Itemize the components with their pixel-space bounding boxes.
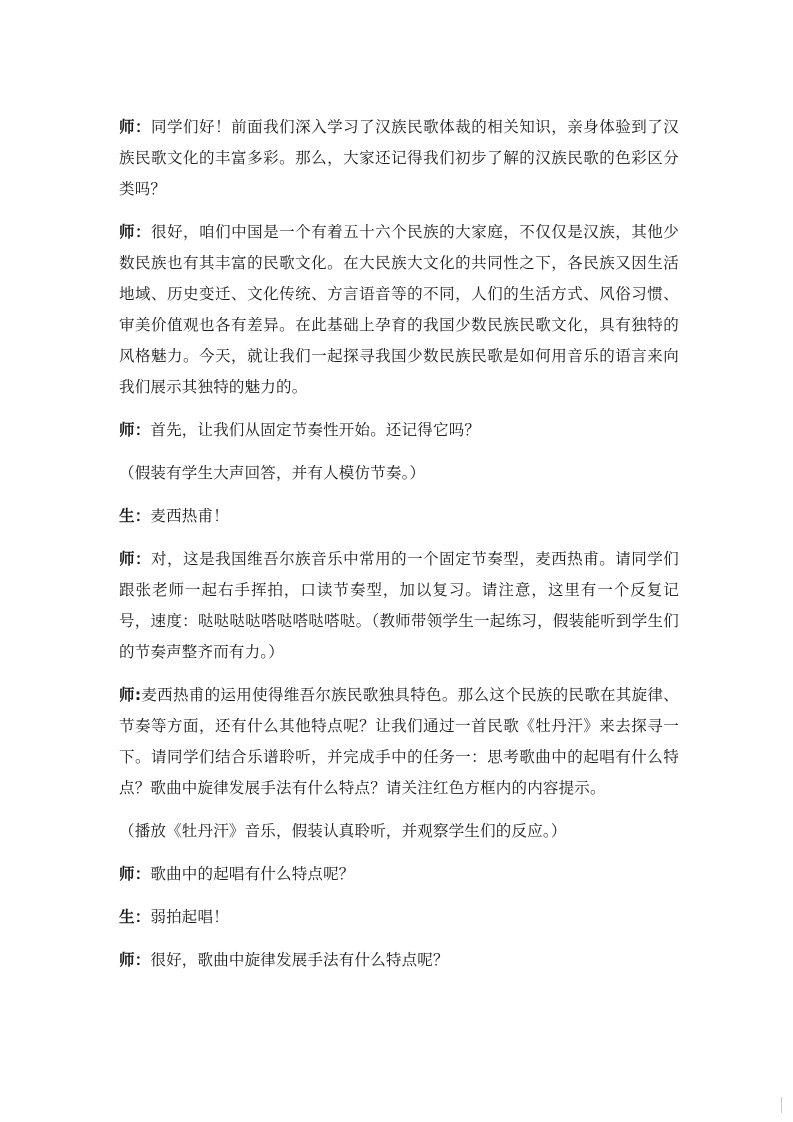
document-body [119,112,679,988]
dialogue-paragraph [119,415,679,446]
paragraph-text: 首先，让我们从固定节奏性开始。还记得它吗？ [150,421,481,439]
speaker-separator: ： [134,507,151,525]
paragraph-text: （播放《牡丹汗》音乐，假装认真聆听，并观察学生们的反应。） [119,822,567,840]
paragraph-text: 麦西热甫！ [150,507,229,525]
speaker-label: 师 [119,118,136,136]
dialogue-paragraph [119,902,679,933]
speaker-label: 师 [119,223,136,241]
speaker-separator: ： [135,550,152,568]
dialogue-paragraph [119,680,679,804]
paragraph-text: 很好，咱们中国是一个有着五十六个民族的大家庭，不仅仅是汉族，其他少数民族也有其丰富的民歌文化。在大民族大文化的共同性之下，各民族又因生活地域、历史变迁、文化传统、方言语音等的不同，人们的生活方式、风俗习惯、审美价值观也各有差异。在此基础上孕育的我国少数民族民歌文化，具有独特的风格魅力。今天，就让我们一起探寻我国少数民族民歌是如何用音乐的语言来向我们展示其独特的魅力的。 [119,223,680,396]
speaker-label: 生 [119,507,135,525]
paragraph-text: 对，这是我国维吾尔族音乐中常用的一个固定节奏型，麦西热甫。请同学们跟张老师一起右手挥拍，口读节奏型，加以复习。请注意，这里有一个反复记号，速度：哒哒哒哒嗒哒嗒哒嗒哒。（教师带领学生一起练习，假装能听到学生们的节奏声整齐而有力。） [119,550,680,661]
speaker-label: 师 [119,686,135,704]
speaker-separator: ： [135,118,152,136]
speaker-separator: : [134,686,142,704]
paragraph-text: 麦西热甫的运用使得维吾尔族民歌独具特色。那么这个民族的民歌在其旋律、节奏等方面，还有什么其他特点呢？让我们通过一首民歌《牡丹汗》来去探寻一下。请同学们结合乐谱聆听，并完成手中的任务一：思考歌曲中的起唱有什么特点？歌曲中旋律发展手法有什么特点？请关注红色方框内的内容提示。 [119,686,679,797]
speaker-label: 师 [119,865,135,883]
stage-direction [119,458,679,489]
speaker-label: 师 [119,421,135,439]
speaker-separator: ： [134,865,151,883]
dialogue-paragraph [119,945,679,976]
page-edge-marker [781,1097,782,1113]
dialogue-paragraph [119,544,679,668]
dialogue-paragraph [119,112,679,205]
paragraph-text: 同学们好！前面我们深入学习了汉族民歌体裁的相关知识，亲身体验到了汉族民歌文化的丰富多彩。那么，大家还记得我们初步了解的汉族民歌的色彩区分类吗？ [119,118,680,198]
paragraph-text: （假装有学生大声回答，并有人模仿节奏。） [119,464,426,482]
dialogue-paragraph [119,217,679,403]
paragraph-text: 歌曲中的起唱有什么特点呢？ [150,865,355,883]
dialogue-paragraph [119,501,679,532]
speaker-separator: ： [135,223,152,241]
speaker-label: 师 [119,951,135,969]
speaker-separator: ： [134,951,151,969]
paragraph-text: 很好，歌曲中旋律发展手法有什么特点呢？ [150,951,449,969]
speaker-label: 师 [119,550,136,568]
speaker-separator: ： [134,908,151,926]
speaker-separator: ： [134,421,151,439]
stage-direction [119,816,679,847]
paragraph-text: 弱拍起唱！ [150,908,229,926]
speaker-label: 生 [119,908,135,926]
dialogue-paragraph [119,859,679,890]
